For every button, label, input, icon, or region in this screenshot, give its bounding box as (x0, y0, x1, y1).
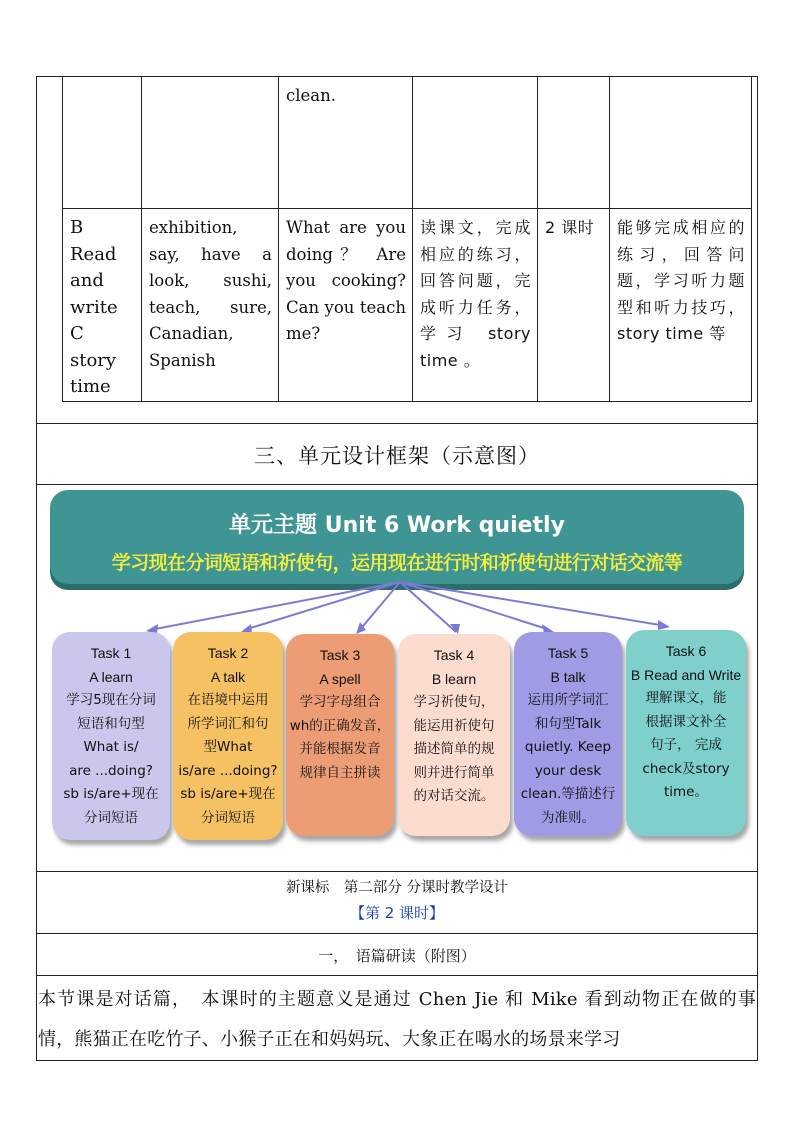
table-cell-sentences: What are you doing？ Are you cooking? Can you teach me? (279, 209, 413, 402)
table-cell-goals: 能够完成相应的练习，回答问题，学习听力题型和听力技巧，story time 等 (610, 209, 752, 402)
divider (36, 871, 758, 872)
task-title: Task 5 (547, 645, 589, 661)
divider (36, 484, 758, 485)
task-card-4 (398, 634, 510, 836)
table-cell (538, 77, 610, 209)
task-title: Task 3 (319, 647, 361, 663)
table-row (63, 77, 752, 209)
task-card-2 (173, 632, 283, 840)
task-text: 描述简单的规 (413, 741, 495, 757)
task-text: 和句型Talk (534, 715, 602, 732)
task-part: A learn (89, 668, 133, 685)
arrow-icon (150, 582, 400, 630)
task-text: 并能根据发音 (299, 741, 381, 757)
arrow-icon (400, 582, 550, 630)
task-text: sb is/are+现在 (63, 786, 159, 802)
task-text: 分词短语 (201, 809, 255, 826)
task-text: 型What (203, 739, 253, 755)
task-text: clean.等描述行 (520, 786, 616, 802)
task-part: B Read and Write (630, 666, 742, 683)
table-cell (63, 209, 142, 402)
task-text: 为准则。 (541, 809, 595, 826)
divider (36, 933, 758, 934)
task-part: B talk (550, 668, 586, 685)
task-text: 学习字母组合 (299, 694, 381, 710)
section-heading: 新课标 第二部分 分课时教学设计 (285, 880, 509, 896)
task-text: 的对话交流。 (413, 788, 495, 804)
table-row (63, 209, 752, 402)
task-text: time。 (663, 784, 708, 800)
task-part: A spell (319, 670, 361, 687)
task-card-3 (286, 634, 394, 836)
table-cell-vocabulary: exhibition, say, have a look, sushi, teach, sure, Canadian, Spanish (142, 209, 279, 402)
task-text: are ...doing? (69, 762, 153, 779)
task-text: your desk (534, 762, 602, 779)
task-text: 规律自主拼读 (299, 764, 381, 781)
unit-theme-title: 单元主题 Unit 6 Work quietly (229, 513, 565, 538)
table-cell: clean. (279, 77, 413, 209)
task-text: 短语和句型 (77, 715, 145, 732)
task-text: is/are ...doing? (178, 762, 278, 779)
table-cell-activities: 读课文，完成相应的练习，回答问题，完成听力任务，学习 story time 。 (413, 209, 538, 402)
table-cell (610, 77, 752, 209)
task-title: Task 2 (207, 645, 249, 661)
arrow-icon (244, 582, 400, 630)
arrow-icon (400, 582, 666, 626)
task-card-5 (514, 632, 622, 836)
task-text: 能运用祈使句 (413, 717, 495, 734)
divider (36, 423, 758, 424)
task-text: 句子， 完成 (650, 737, 722, 753)
table-cell-periods: 2 课时 (538, 209, 610, 402)
arrow-lines (150, 582, 666, 632)
task-text: 学习5现在分词 (66, 692, 156, 708)
task-text: 则并进行简单 (413, 764, 495, 781)
task-title: Task 6 (665, 643, 707, 659)
task-text: quietly. Keep (524, 739, 612, 755)
task-text: 学习祈使句， (413, 694, 495, 710)
table-cell (63, 77, 142, 209)
subsection-heading: 一， 语篇研读（附图） (318, 947, 476, 965)
arrow-head-icon (658, 620, 670, 630)
task-part: A talk (210, 668, 246, 685)
task-card-1 (52, 632, 170, 840)
task-text: 所学词汇和句 (187, 715, 269, 732)
task-text: check及story (642, 760, 730, 777)
task-text: wh的正确发音， (289, 717, 391, 734)
lesson-part: B Read and write C story time (70, 217, 118, 397)
task-text: 理解课文，能 (645, 690, 727, 706)
lesson-table (62, 76, 752, 402)
task-text: 分词短语 (84, 809, 138, 826)
body-paragraph: 本节课是对话篇， 本课时的主题意义是通过 Chen Jie 和 Mike 看到动物正在做的事情，熊猫正在吃竹子、小猴子正在和妈妈玩、大象正在喝水的场景来学习 (38, 989, 756, 1050)
task-text: 根据课文补全 (645, 713, 727, 730)
task-text: sb is/are+现在 (180, 786, 276, 802)
task-part: B learn (431, 670, 477, 687)
task-card-6 (626, 630, 746, 836)
task-text: 在语境中运用 (187, 692, 269, 708)
divider (36, 975, 758, 976)
unit-framework-diagram (38, 486, 756, 844)
task-text: 运用所学词汇 (527, 692, 609, 708)
task-text: What is/ (83, 739, 139, 755)
section-title: 三、单元设计框架（示意图） (254, 444, 540, 468)
table-cell (413, 77, 538, 209)
unit-theme-subtitle: 学习现在分词短语和祈使句，运用现在进行时和祈使句进行对话交流等 (111, 552, 683, 574)
table-cell (142, 77, 279, 209)
lesson-period-label: 【第 2 课时】 (349, 904, 445, 922)
task-title: Task 1 (90, 645, 132, 661)
task-title: Task 4 (433, 647, 475, 663)
